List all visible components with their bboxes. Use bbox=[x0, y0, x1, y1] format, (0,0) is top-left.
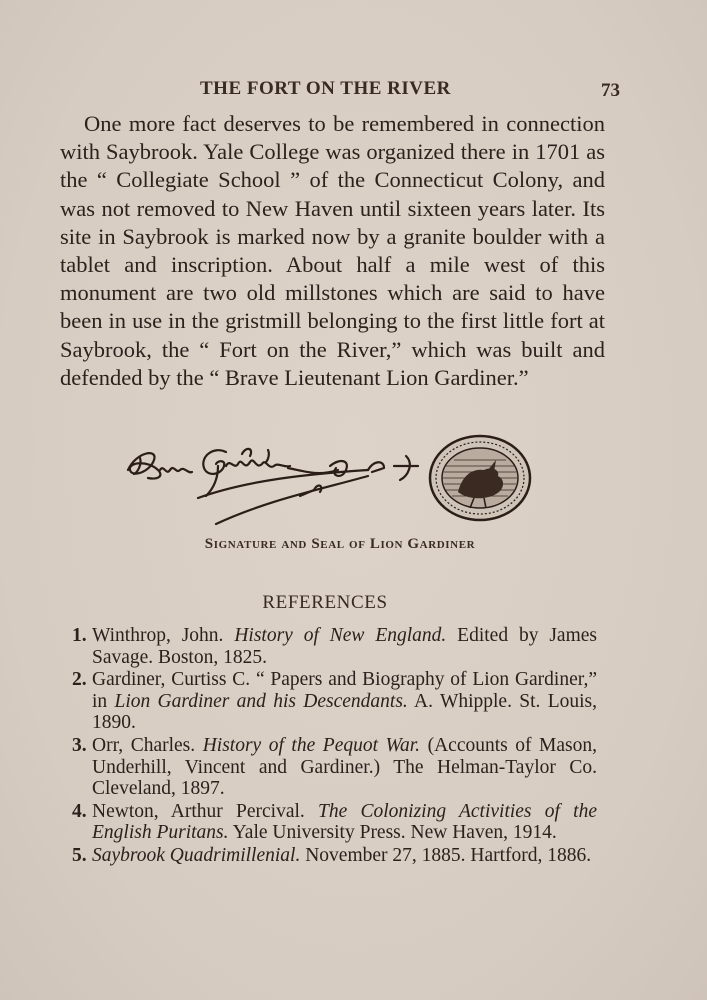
reference-number: 1. bbox=[72, 625, 87, 646]
signature-image bbox=[128, 449, 418, 524]
signature-and-seal-illustration bbox=[118, 430, 538, 530]
figure-caption: Signature and Seal of Lion Gardiner bbox=[204, 536, 476, 552]
reference-title: History of the Pequot War. bbox=[202, 734, 421, 756]
reference-details: Edited by James Savage. Boston, 1825. bbox=[92, 625, 597, 668]
reference-author: Winthrop, John. bbox=[92, 625, 235, 646]
reference-title: History of New England. bbox=[234, 625, 447, 646]
reference-number: 5. bbox=[72, 844, 87, 866]
references-heading: REFERENCES bbox=[262, 592, 388, 613]
references-list bbox=[72, 625, 597, 868]
reference-item bbox=[72, 845, 597, 867]
reference-details: A. Whipple. St. Louis, 1890. bbox=[92, 690, 597, 734]
reference-title: Lion Gardiner and his Descendants. bbox=[114, 690, 408, 712]
reference-details: Yale University Press. New Haven, 1914. bbox=[228, 822, 557, 844]
reference-item bbox=[72, 735, 597, 800]
body-paragraph: One more fact deserves to be remembered in connection with Saybrook. Yale College was organized there in 1701 as the “ Collegiate School ” of the Connecticut Colony, and was not removed to New Haven until sixteen years later. Its site in Saybrook is marked now by a granite boulder with a tablet and inscription. About half a mile west of this monument are two old millstones which are said to have been in use in the gristmill belonging to the first little fort at Saybrook, the “ Fort on the River,” which was built and defended by the “ Brave Lieutenant Lion Gardiner.” bbox=[60, 111, 605, 390]
reference-item bbox=[72, 625, 597, 668]
seal-image bbox=[430, 436, 530, 520]
reference-number: 4. bbox=[72, 800, 87, 822]
signature-and-seal-figure bbox=[118, 430, 538, 530]
page-header bbox=[60, 78, 620, 108]
running-head: THE FORT ON THE RIVER bbox=[200, 78, 451, 99]
page-number: 73 bbox=[601, 80, 620, 101]
reference-title: The Colonizing Activities of the English Puritans. bbox=[92, 800, 597, 844]
reference-author: Orr, Charles. bbox=[92, 734, 203, 756]
reference-author: Gardiner, Curtiss C. “ Papers and Biography of Lion Gardiner,” in bbox=[92, 669, 597, 712]
reference-number: 3. bbox=[72, 734, 87, 756]
reference-item bbox=[72, 801, 597, 844]
reference-number: 2. bbox=[72, 669, 87, 691]
body-text bbox=[60, 110, 605, 392]
reference-author: Newton, Arthur Percival. bbox=[92, 800, 318, 822]
reference-details: (Accounts of Mason, Underhill, Vincent and Gardiner.) The Helman-Taylor Co. Cleveland, 1897. bbox=[92, 734, 598, 800]
reference-title: Saybrook Quadrimillenial. bbox=[92, 844, 301, 866]
reference-item bbox=[72, 669, 597, 734]
reference-details: November 27, 1885. Hartford, 1886. bbox=[300, 844, 592, 866]
